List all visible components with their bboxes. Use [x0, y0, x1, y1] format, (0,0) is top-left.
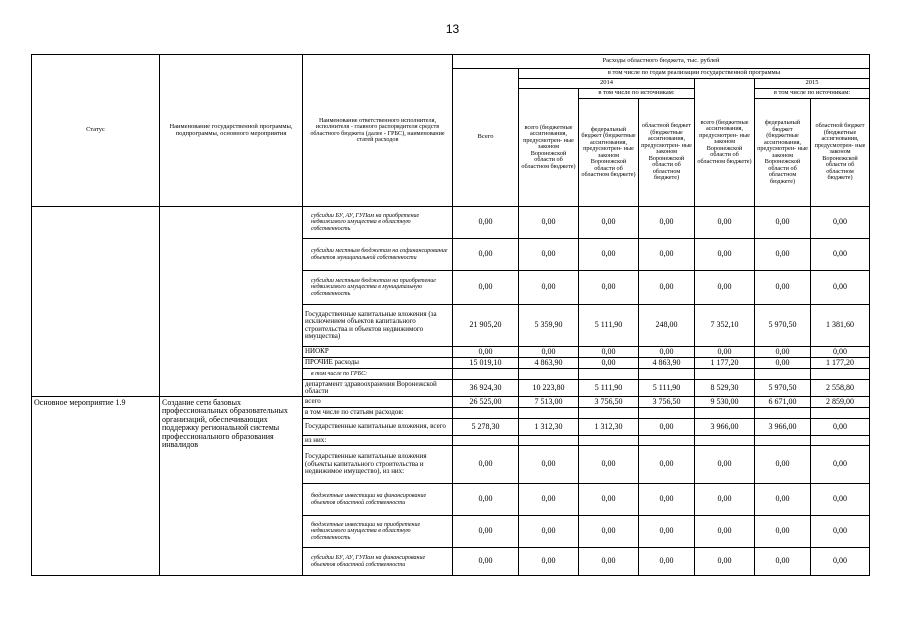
measure-row-value: 0,00 — [453, 484, 519, 516]
page-number: 13 — [445, 22, 460, 36]
header-executor: Наименование ответственного исполнителя, исполнителя - главного распорядителя средств областного бюджета (далее - ГРБС), наименование статей расходов — [303, 55, 453, 207]
row-value: 0,00 — [639, 207, 695, 239]
measure-row-value: 0,00 — [811, 484, 870, 516]
row-value: 7 352,10 — [695, 305, 755, 347]
measure-row-value: 1 312,30 — [519, 419, 579, 436]
header-sources-2015: в том числе по источникам: — [755, 89, 870, 99]
row-value: 0,00 — [579, 239, 639, 271]
measure-row-value — [639, 436, 695, 446]
row-value: 0,00 — [695, 239, 755, 271]
measure-row-value: 1 312,30 — [579, 419, 639, 436]
measure-row-value: 0,00 — [453, 446, 519, 484]
header-total-2015: всего (бюджетные ассигнования, предусмотрен- ные законом Воронежской области об областном бюджете) — [695, 79, 755, 207]
row-value: 0,00 — [811, 347, 870, 358]
row-value: 5 359,90 — [519, 305, 579, 347]
row-value: 0,00 — [579, 358, 639, 369]
row-value: 10 223,80 — [519, 380, 579, 397]
row-label: ПРОЧИЕ расходы — [303, 358, 453, 369]
measure-row-value: 0,00 — [579, 548, 639, 576]
measure-row-value — [579, 408, 639, 419]
header-year-2014: 2014 — [519, 79, 695, 89]
measure-row-label: Государственные капитальные вложения, всего — [303, 419, 453, 436]
measure-row-value: 0,00 — [695, 484, 755, 516]
row-value — [695, 369, 755, 380]
measure-row-value — [755, 408, 811, 419]
status-cell-empty — [32, 207, 160, 397]
row-value: 5 111,90 — [579, 305, 639, 347]
measure-row-label: бюджетные инвестиции на финансирование объектов областной собственности — [303, 484, 453, 516]
measure-row-label: субсидии БУ, АУ, ГУПам на финансирование объектов областной собственности — [303, 548, 453, 576]
measure-row-value: 0,00 — [519, 516, 579, 548]
measure-row-value — [755, 436, 811, 446]
row-value: 4 863,90 — [639, 358, 695, 369]
measure-row-value: 5 278,30 — [453, 419, 519, 436]
measure-row-value: 0,00 — [639, 446, 695, 484]
budget-table — [31, 54, 870, 576]
budget-table-container — [31, 54, 870, 576]
measure-row-value: 0,00 — [755, 484, 811, 516]
measure-row-value: 0,00 — [695, 446, 755, 484]
row-value: 0,00 — [811, 239, 870, 271]
row-label: департамент здравоохранения Воронежской области — [303, 380, 453, 397]
measure-name: Создание сети базовых профессиональных образовательных организаций, обеспечивающих поддержку региональной системы профессионального образования инвалидов — [160, 397, 303, 576]
header-by-years: в том числе по годам реализации государственной программы — [519, 69, 870, 79]
measure-row-value — [695, 436, 755, 446]
measure-row-label: из них: — [303, 436, 453, 446]
measure-row-value: 0,00 — [755, 446, 811, 484]
header-sources-2014: в том числе по источникам: — [579, 89, 695, 99]
row-label: Государственные капитальные вложения (за исключением объектов капитального строительства и объектов недвижимого имущества) — [303, 305, 453, 347]
measure-row-value: 0,00 — [453, 516, 519, 548]
measure-status: Основное мероприятие 1.9 — [32, 397, 160, 576]
header-total: Всего — [453, 69, 519, 207]
row-value: 0,00 — [579, 271, 639, 305]
row-label: субсидии местным бюджетам на софинансирование объектов муниципальной собственности — [303, 239, 453, 271]
row-value: 0,00 — [453, 271, 519, 305]
row-value: 0,00 — [519, 207, 579, 239]
measure-row-value: 0,00 — [519, 446, 579, 484]
row-value: 8 529,30 — [695, 380, 755, 397]
measure-row-value: 0,00 — [579, 484, 639, 516]
measure-row-value: 7 513,00 — [519, 397, 579, 408]
row-value: 1 177,20 — [695, 358, 755, 369]
row-value: 0,00 — [755, 271, 811, 305]
measure-row-value — [453, 436, 519, 446]
measure-row-value: 2 859,00 — [811, 397, 870, 408]
row-value: 0,00 — [755, 207, 811, 239]
row-label: субсидии БУ, АУ, ГУПам на приобретение недвижимого имущества в областную собственность — [303, 207, 453, 239]
measure-row-value — [639, 408, 695, 419]
row-value: 15 019,10 — [453, 358, 519, 369]
measure-row-value: 0,00 — [811, 548, 870, 576]
row-value: 21 905,20 — [453, 305, 519, 347]
measure-row-value: 0,00 — [811, 419, 870, 436]
row-value: 4 863,90 — [519, 358, 579, 369]
row-value: 0,00 — [519, 239, 579, 271]
measure-row-label: Государственные капитальные вложения (объекты капитального строительства и недвижимое имущество), из них: — [303, 446, 453, 484]
header-status: Статус — [32, 55, 160, 207]
measure-row-value: 0,00 — [755, 516, 811, 548]
measure-row-label: всего — [303, 397, 453, 408]
row-value: 0,00 — [755, 239, 811, 271]
row-value — [811, 369, 870, 380]
row-value: 0,00 — [453, 207, 519, 239]
row-label: НИОКР — [303, 347, 453, 358]
row-value: 0,00 — [695, 207, 755, 239]
measure-row-value: 3 966,00 — [755, 419, 811, 436]
header-regional-2014: областной бюджет (бюджетные ассигнования, предусмотрен- ные законом Воронежской области об областном бюджете) — [639, 99, 695, 207]
row-value: 0,00 — [639, 271, 695, 305]
measure-row-value: 0,00 — [519, 484, 579, 516]
row-value: 2 558,80 — [811, 380, 870, 397]
measure-row-value — [811, 408, 870, 419]
measure-row-value — [811, 436, 870, 446]
table-row — [32, 207, 870, 239]
header-year-2015: 2015 — [755, 79, 870, 89]
row-value: 5 970,50 — [755, 380, 811, 397]
measure-row-value: 0,00 — [639, 516, 695, 548]
header-program: Наименование государственной программы, подпрограммы, основного мероприятия — [160, 55, 303, 207]
row-value: 36 924,30 — [453, 380, 519, 397]
row-value — [453, 369, 519, 380]
row-value: 1 381,60 — [811, 305, 870, 347]
measure-row-value — [519, 408, 579, 419]
row-value: 0,00 — [519, 347, 579, 358]
row-value: 0,00 — [579, 207, 639, 239]
measure-row-value: 3 756,50 — [579, 397, 639, 408]
table-row — [32, 397, 870, 408]
header-regional-2015: областной бюджет (бюджетные ассигнования, предусмотрен- ные законом Воронежской области об областном бюджете) — [811, 99, 870, 207]
row-value — [639, 369, 695, 380]
row-label: в том числе по ГРБС: — [303, 369, 453, 380]
measure-row-value: 6 671,00 — [755, 397, 811, 408]
row-value: 0,00 — [639, 347, 695, 358]
row-value — [579, 369, 639, 380]
row-value: 0,00 — [811, 207, 870, 239]
row-value: 0,00 — [453, 347, 519, 358]
measure-row-value: 0,00 — [755, 548, 811, 576]
row-value: 1 177,20 — [811, 358, 870, 369]
measure-row-value: 3 966,00 — [695, 419, 755, 436]
row-value: 0,00 — [639, 239, 695, 271]
measure-row-value — [579, 436, 639, 446]
row-value: 0,00 — [579, 347, 639, 358]
measure-row-value: 0,00 — [579, 446, 639, 484]
measure-row-value — [519, 436, 579, 446]
measure-row-value: 0,00 — [639, 548, 695, 576]
header-expenses: Расходы областного бюджета, тыс. рублей — [453, 55, 870, 69]
row-value: 0,00 — [519, 271, 579, 305]
program-cell-empty — [160, 207, 303, 397]
header-federal-2015: федеральный бюджет (бюджетные ассигнования, предусмотрен- ные законом Воронежской области об областном бюджете) — [755, 99, 811, 207]
measure-row-value: 0,00 — [811, 516, 870, 548]
measure-row-value: 3 756,50 — [639, 397, 695, 408]
row-value: 5 111,90 — [639, 380, 695, 397]
row-value: 5 970,50 — [755, 305, 811, 347]
row-value — [519, 369, 579, 380]
measure-row-value: 0,00 — [695, 516, 755, 548]
row-value: 0,00 — [755, 347, 811, 358]
measure-row-value: 0,00 — [453, 548, 519, 576]
measure-row-value — [453, 408, 519, 419]
measure-row-value: 0,00 — [811, 446, 870, 484]
measure-row-value: 0,00 — [519, 548, 579, 576]
measure-row-value — [695, 408, 755, 419]
row-value: 5 111,90 — [579, 380, 639, 397]
measure-row-value: 9 530,00 — [695, 397, 755, 408]
measure-row-value: 0,00 — [639, 419, 695, 436]
row-value: 0,00 — [695, 347, 755, 358]
row-value: 0,00 — [453, 239, 519, 271]
row-value — [755, 369, 811, 380]
row-value: 0,00 — [695, 271, 755, 305]
header-federal-2014: федеральный бюджет (бюджетные ассигнования, предусмотрен- ные законом Воронежской области об областном бюджете) — [579, 99, 639, 207]
measure-row-value: 0,00 — [695, 548, 755, 576]
row-label: субсидии местным бюджетам на приобретение недвижимого имущества в муниципальную собственность — [303, 271, 453, 305]
row-value: 0,00 — [755, 358, 811, 369]
measure-row-label: бюджетные инвестиции на приобретение недвижимого имущества в областную собственность — [303, 516, 453, 548]
header-total-2014: всего (бюджетные ассигнования, предусмотрен- ные законом Воронежской области об областном бюджете) — [519, 89, 579, 207]
measure-row-value: 0,00 — [579, 516, 639, 548]
measure-row-value: 0,00 — [639, 484, 695, 516]
row-value: 248,00 — [639, 305, 695, 347]
row-value: 0,00 — [811, 271, 870, 305]
measure-row-label: в том числе по статьям расходов: — [303, 408, 453, 419]
measure-row-value: 26 525,00 — [453, 397, 519, 408]
